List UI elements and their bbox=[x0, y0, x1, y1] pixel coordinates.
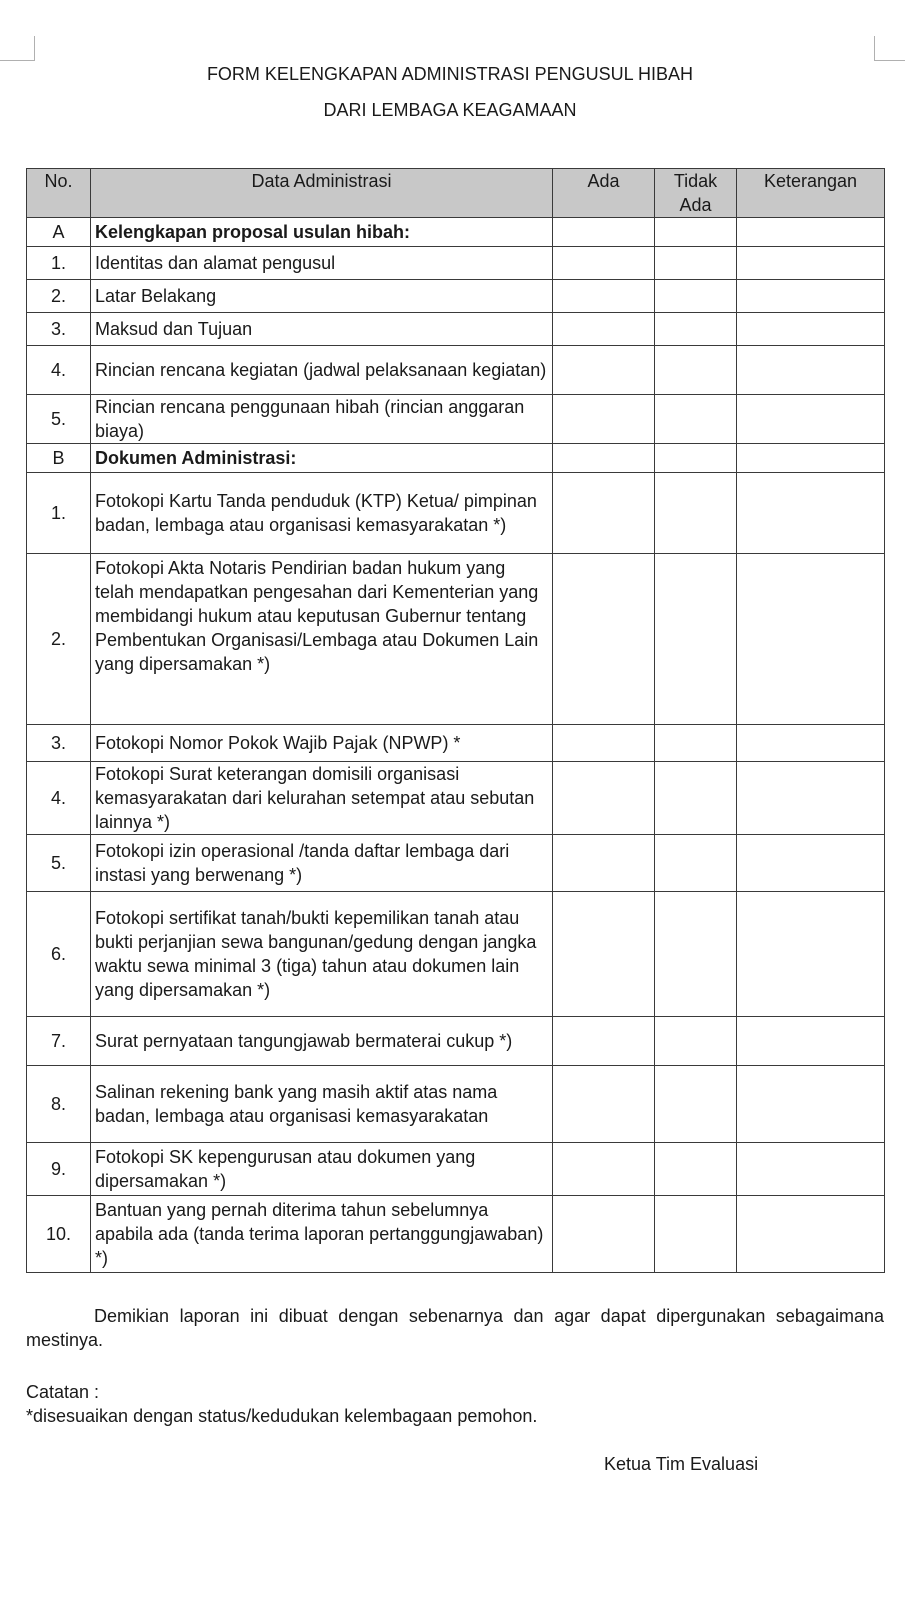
tidak-ada-cell[interactable] bbox=[655, 444, 737, 473]
note-label: Catatan : bbox=[26, 1382, 100, 1402]
keterangan-cell[interactable] bbox=[737, 280, 885, 313]
row-text: Fotokopi Nomor Pokok Wajib Pajak (NPWP) * bbox=[91, 725, 553, 762]
tidak-ada-cell[interactable] bbox=[655, 554, 737, 725]
note-text: *disesuaikan dengan status/kedudukan kelembagaan pemohon. bbox=[26, 1406, 538, 1426]
row-text: Bantuan yang pernah diterima tahun sebelumnya apabila ada (tanda terima laporan pertanggungjawaban) *) bbox=[91, 1196, 553, 1273]
ada-cell[interactable] bbox=[553, 1196, 655, 1273]
row-no: 10. bbox=[27, 1196, 91, 1273]
tidak-ada-cell[interactable] bbox=[655, 835, 737, 892]
row-no: 1. bbox=[27, 473, 91, 554]
table-row bbox=[27, 835, 885, 892]
row-text: Latar Belakang bbox=[91, 280, 553, 313]
ada-cell[interactable] bbox=[553, 762, 655, 835]
table-row bbox=[27, 280, 885, 313]
table-row bbox=[27, 1143, 885, 1196]
section-row-b bbox=[27, 444, 885, 473]
ada-cell[interactable] bbox=[553, 473, 655, 554]
row-text: Fotokopi Kartu Tanda penduduk (KTP) Ketua/ pimpinan badan, lembaga atau organisasi kemasyarakatan *) bbox=[91, 473, 553, 554]
tidak-ada-cell[interactable] bbox=[655, 395, 737, 444]
ada-cell[interactable] bbox=[553, 313, 655, 346]
table-row bbox=[27, 247, 885, 280]
header-tidak-ada: Tidak Ada bbox=[655, 169, 737, 218]
row-text: Rincian rencana penggunaan hibah (rincian anggaran biaya) bbox=[91, 395, 553, 444]
table-row bbox=[27, 725, 885, 762]
row-text: Fotokopi izin operasional /tanda daftar lembaga dari instasi yang berwenang *) bbox=[91, 835, 553, 892]
signature-title: Ketua Tim Evaluasi bbox=[604, 1454, 759, 1474]
table-row bbox=[27, 1196, 885, 1273]
tidak-ada-cell[interactable] bbox=[655, 1196, 737, 1273]
row-text: Salinan rekening bank yang masih aktif atas nama badan, lembaga atau organisasi kemasyarakatan bbox=[91, 1066, 553, 1143]
table-row bbox=[27, 395, 885, 444]
ada-cell[interactable] bbox=[553, 892, 655, 1017]
row-no: 8. bbox=[27, 1066, 91, 1143]
section-no: A bbox=[27, 218, 91, 247]
table-row bbox=[27, 892, 885, 1017]
form-title: FORM KELENGKAPAN ADMINISTRASI PENGUSUL HIBAH bbox=[206, 64, 694, 84]
keterangan-cell[interactable] bbox=[737, 218, 885, 247]
ada-cell[interactable] bbox=[553, 280, 655, 313]
section-title: Kelengkapan proposal usulan hibah: bbox=[91, 218, 553, 247]
row-no: 3. bbox=[27, 313, 91, 346]
ada-cell[interactable] bbox=[553, 444, 655, 473]
tidak-ada-cell[interactable] bbox=[655, 218, 737, 247]
row-no: 5. bbox=[27, 835, 91, 892]
administration-checklist-table bbox=[26, 168, 885, 1273]
ada-cell[interactable] bbox=[553, 725, 655, 762]
tidak-ada-cell[interactable] bbox=[655, 346, 737, 395]
header-keterangan: Keterangan bbox=[737, 169, 885, 218]
ada-cell[interactable] bbox=[553, 1066, 655, 1143]
keterangan-cell[interactable] bbox=[737, 247, 885, 280]
ada-cell[interactable] bbox=[553, 218, 655, 247]
table-row bbox=[27, 1066, 885, 1143]
row-text: Surat pernyataan tangungjawab bermaterai cukup *) bbox=[91, 1017, 553, 1066]
row-text: Rincian rencana kegiatan (jadwal pelaksanaan kegiatan) bbox=[91, 346, 553, 395]
ada-cell[interactable] bbox=[553, 1143, 655, 1196]
crop-mark-top-left bbox=[0, 36, 35, 61]
row-no: 2. bbox=[27, 554, 91, 725]
tidak-ada-cell[interactable] bbox=[655, 892, 737, 1017]
keterangan-cell[interactable] bbox=[737, 313, 885, 346]
ada-cell[interactable] bbox=[553, 247, 655, 280]
table-row bbox=[27, 554, 885, 725]
tidak-ada-cell[interactable] bbox=[655, 762, 737, 835]
keterangan-cell[interactable] bbox=[737, 1143, 885, 1196]
row-text: Identitas dan alamat pengusul bbox=[91, 247, 553, 280]
row-no: 3. bbox=[27, 725, 91, 762]
keterangan-cell[interactable] bbox=[737, 395, 885, 444]
keterangan-cell[interactable] bbox=[737, 554, 885, 725]
keterangan-cell[interactable] bbox=[737, 892, 885, 1017]
keterangan-cell[interactable] bbox=[737, 1066, 885, 1143]
ada-cell[interactable] bbox=[553, 835, 655, 892]
section-row-a bbox=[27, 218, 885, 247]
tidak-ada-cell[interactable] bbox=[655, 725, 737, 762]
keterangan-cell[interactable] bbox=[737, 762, 885, 835]
row-no: 9. bbox=[27, 1143, 91, 1196]
row-no: 6. bbox=[27, 892, 91, 1017]
row-no: 4. bbox=[27, 762, 91, 835]
tidak-ada-cell[interactable] bbox=[655, 313, 737, 346]
table-row bbox=[27, 762, 885, 835]
row-no: 2. bbox=[27, 280, 91, 313]
closing-statement: Demikian laporan ini dibuat dengan sebenarnya dan agar dapat dipergunakan sebagaimana mestinya. bbox=[26, 1306, 884, 1350]
section-title: Dokumen Administrasi: bbox=[91, 444, 553, 473]
keterangan-cell[interactable] bbox=[737, 1017, 885, 1066]
tidak-ada-cell[interactable] bbox=[655, 280, 737, 313]
section-no: B bbox=[27, 444, 91, 473]
tidak-ada-cell[interactable] bbox=[655, 1066, 737, 1143]
row-text: Fotokopi sertifikat tanah/bukti kepemilikan tanah atau bukti perjanjian sewa bangunan/gedung dengan jangka waktu sewa minimal 3 (tiga) tahun atau dokumen lain yang dipersamakan *) bbox=[91, 892, 553, 1017]
row-text: Fotokopi Surat keterangan domisili organisasi kemasyarakatan dari kelurahan setempat atau sebutan lainnya *) bbox=[91, 762, 553, 835]
table-row bbox=[27, 473, 885, 554]
table-row bbox=[27, 1017, 885, 1066]
keterangan-cell[interactable] bbox=[737, 835, 885, 892]
row-text: Fotokopi SK kepengurusan atau dokumen yang dipersamakan *) bbox=[91, 1143, 553, 1196]
ada-cell[interactable] bbox=[553, 395, 655, 444]
keterangan-cell[interactable] bbox=[737, 346, 885, 395]
keterangan-cell[interactable] bbox=[737, 1196, 885, 1273]
header-no: No. bbox=[27, 169, 91, 218]
ada-cell[interactable] bbox=[553, 1017, 655, 1066]
row-text: Maksud dan Tujuan bbox=[91, 313, 553, 346]
form-subtitle: DARI LEMBAGA KEAGAMAAN bbox=[323, 100, 577, 120]
keterangan-cell[interactable] bbox=[737, 444, 885, 473]
row-no: 4. bbox=[27, 346, 91, 395]
keterangan-cell[interactable] bbox=[737, 725, 885, 762]
row-no: 1. bbox=[27, 247, 91, 280]
ada-cell[interactable] bbox=[553, 346, 655, 395]
header-ada: Ada bbox=[553, 169, 655, 218]
tidak-ada-cell[interactable] bbox=[655, 1017, 737, 1066]
row-no: 5. bbox=[27, 395, 91, 444]
tidak-ada-cell[interactable] bbox=[655, 473, 737, 554]
table-row bbox=[27, 313, 885, 346]
row-text: Fotokopi Akta Notaris Pendirian badan hukum yang telah mendapatkan pengesahan dari Kementerian yang membidangi hukum atau keputusan Gubernur tentang Pembentukan Organisasi/Lembaga atau Dokumen Lain yang dipersamakan *) bbox=[91, 554, 553, 725]
row-no: 7. bbox=[27, 1017, 91, 1066]
keterangan-cell[interactable] bbox=[737, 473, 885, 554]
tidak-ada-cell[interactable] bbox=[655, 1143, 737, 1196]
crop-mark-top-right bbox=[874, 36, 905, 61]
header-data-administrasi: Data Administrasi bbox=[91, 169, 553, 218]
tidak-ada-cell[interactable] bbox=[655, 247, 737, 280]
ada-cell[interactable] bbox=[553, 554, 655, 725]
table-row bbox=[27, 346, 885, 395]
